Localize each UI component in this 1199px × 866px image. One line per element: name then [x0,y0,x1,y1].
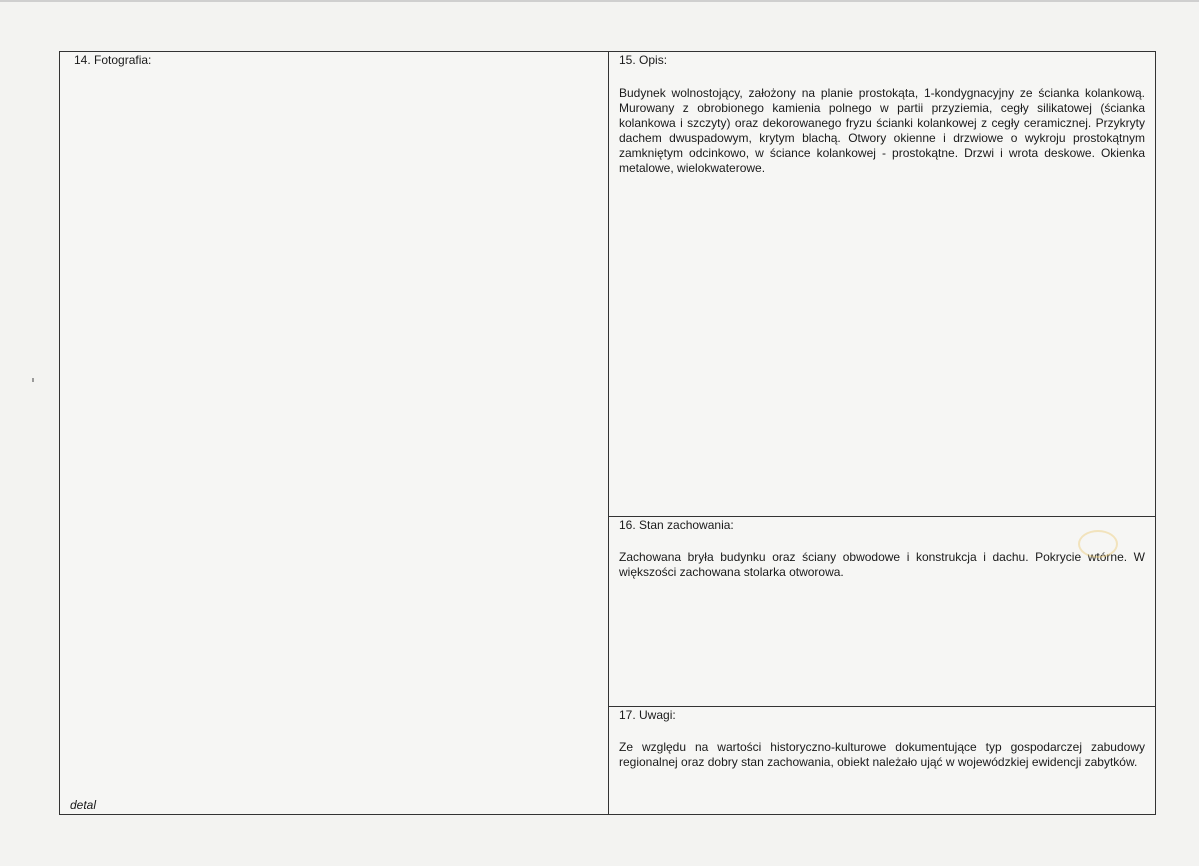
condition-cell [609,517,1155,707]
photo-label: 14. Fotografia: [74,53,152,67]
condition-text: Zachowana bryła budynku oraz ściany obwodowe i konstrukcja i dachu. Pokrycie wtórne. W większości zachowana stolarka otworowa. [619,550,1145,579]
description-text: Budynek wolnostojący, założony na planie prostokąta, 1-kondygnacyjny ze ścianka kolankową. Murowany z obrobionego kamienia polnego w partii przyziemia, cegły silikatowej (ścianka kolankowa i szczyty) oraz dekorowanego fryzu ścianki kolankowej z cegły ceramicznej. Przykryty dachem dwuspadowym, krytym blachą. Otwory okienne i drzwiowe o wykroju prostokątnym zamkniętym odcinkowo, w ściance kolankowej - prostokątne. Drzwi i wrota deskowe. Okienka metalowe, wielokwaterowe. [619,86,1145,175]
page-top-edge [0,0,1199,2]
photo-cell [60,52,609,814]
record-card-form [59,51,1156,815]
condition-label: 16. Stan zachowania: [619,518,734,532]
description-label: 15. Opis: [619,53,668,67]
remarks-text: Ze względu na wartości historyczno-kulturowe dokumentujące typ gospodarczej zabudowy regionalnej oraz dobry stan zachowania, obiekt należało ująć w wojewódzkiej ewidencji zabytków. [619,740,1145,769]
photo-caption: detal [70,798,97,812]
paper-stain [1078,530,1118,558]
description-cell [609,52,1155,517]
paper-speck [32,378,34,382]
remarks-cell [609,707,1155,814]
remarks-label: 17. Uwagi: [619,708,676,722]
right-column [609,52,1155,814]
